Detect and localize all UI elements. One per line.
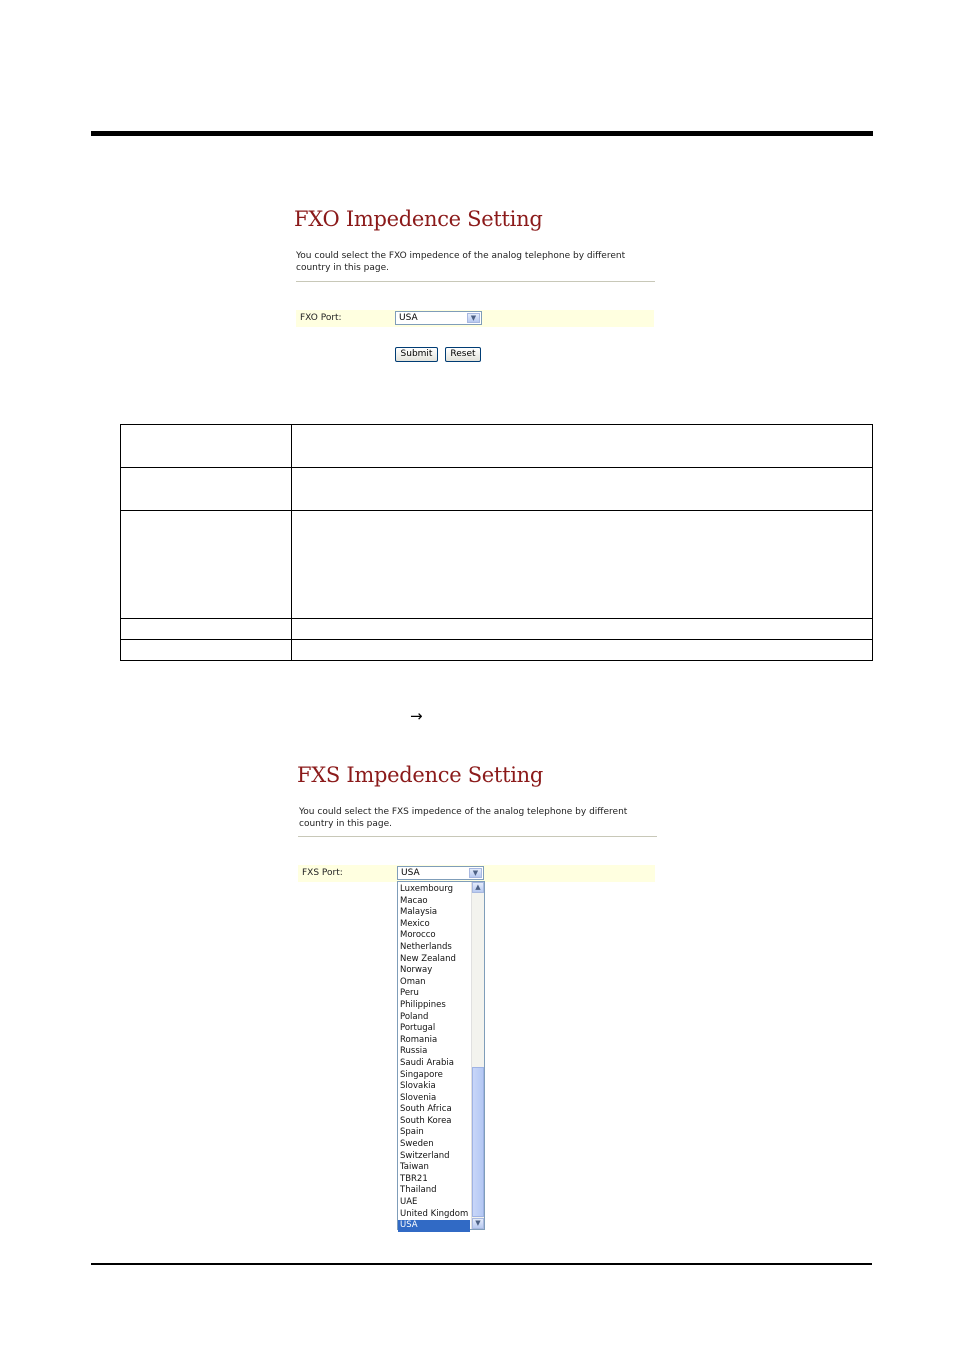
fxo-panel-divider xyxy=(296,281,655,282)
table-row xyxy=(121,468,873,511)
dropdown-option[interactable]: Taiwan xyxy=(400,1162,429,1173)
fxs-port-label: FXS Port: xyxy=(302,868,343,878)
fxs-port-row xyxy=(298,865,655,882)
fxs-panel-title: FXS Impedence Setting xyxy=(297,763,543,787)
dropdown-option[interactable]: Switzerland xyxy=(400,1150,450,1161)
dropdown-option[interactable]: TBR21 xyxy=(400,1173,428,1184)
dropdown-option[interactable]: South Africa xyxy=(400,1104,452,1115)
fxs-port-select[interactable] xyxy=(397,866,484,880)
dropdown-option[interactable]: United Kingdom xyxy=(400,1208,469,1219)
fxo-port-select[interactable] xyxy=(395,311,482,325)
parameter-table xyxy=(120,424,873,661)
dropdown-option[interactable]: Spain xyxy=(400,1127,424,1138)
fxo-port-row xyxy=(296,310,654,327)
dropdown-option[interactable]: Peru xyxy=(400,988,419,999)
dropdown-option[interactable]: Slovenia xyxy=(400,1092,437,1103)
table-row xyxy=(121,425,873,468)
dropdown-option[interactable]: Russia xyxy=(400,1046,428,1057)
dropdown-option[interactable]: Norway xyxy=(400,965,433,976)
arrow-right-icon: → xyxy=(410,707,423,725)
dropdown-option[interactable]: Portugal xyxy=(400,1023,436,1034)
table-row xyxy=(121,511,873,619)
dropdown-option[interactable]: Philippines xyxy=(400,999,446,1010)
table-cell xyxy=(292,640,873,661)
dropdown-option[interactable]: Netherlands xyxy=(400,941,452,952)
table-cell xyxy=(292,468,873,511)
fxs-panel-description: You could select the FXS impedence of the analog telephone by different country in this page. xyxy=(299,807,628,829)
dropdown-option[interactable]: Singapore xyxy=(400,1069,443,1080)
table-cell xyxy=(292,619,873,640)
fxo-panel-description: You could select the FXO impedence of the analog telephone by different country in this page. xyxy=(296,251,626,273)
table-cell xyxy=(292,425,873,468)
dropdown-option[interactable]: Sweden xyxy=(400,1139,434,1150)
chevron-down-icon: ▼ xyxy=(467,313,480,323)
dropdown-option[interactable]: Malaysia xyxy=(400,907,438,918)
dropdown-option[interactable]: UAE xyxy=(400,1197,418,1208)
scrollbar-thumb[interactable] xyxy=(472,1067,484,1217)
dropdown-scrollbar[interactable] xyxy=(471,882,484,1229)
dropdown-option[interactable]: Mexico xyxy=(400,918,430,929)
bottom-rule xyxy=(91,1263,872,1265)
top-rule xyxy=(91,131,873,136)
table-cell xyxy=(121,511,292,619)
fxo-port-label: FXO Port: xyxy=(300,313,342,323)
table-cell xyxy=(121,468,292,511)
reset-button[interactable]: Reset xyxy=(445,347,481,362)
dropdown-option[interactable]: USA xyxy=(398,1220,470,1232)
fxs-panel-divider xyxy=(298,836,657,837)
fxs-port-value: USA xyxy=(401,868,420,878)
chevron-down-icon: ▼ xyxy=(469,868,482,878)
dropdown-option[interactable]: Macao xyxy=(400,895,428,906)
submit-button[interactable]: Submit xyxy=(395,347,438,362)
fxs-country-dropdown-list[interactable] xyxy=(397,881,485,1230)
dropdown-option[interactable]: Romania xyxy=(400,1034,438,1045)
dropdown-option[interactable]: South Korea xyxy=(400,1115,452,1126)
dropdown-option[interactable]: Morocco xyxy=(400,930,436,941)
table-cell xyxy=(121,619,292,640)
dropdown-option[interactable]: Thailand xyxy=(400,1185,437,1196)
fxo-panel-title: FXO Impedence Setting xyxy=(294,207,543,231)
dropdown-option[interactable]: Saudi Arabia xyxy=(400,1057,454,1068)
dropdown-option[interactable]: Slovakia xyxy=(400,1081,436,1092)
chevron-down-icon[interactable]: ▼ xyxy=(472,1218,484,1229)
dropdown-option[interactable]: Oman xyxy=(400,976,426,987)
dropdown-option[interactable]: Luxembourg xyxy=(400,884,453,894)
fxo-port-value: USA xyxy=(399,313,418,323)
dropdown-options xyxy=(398,884,470,1232)
dropdown-option[interactable]: Poland xyxy=(400,1011,429,1022)
table-cell xyxy=(121,640,292,661)
chevron-up-icon[interactable]: ▲ xyxy=(472,882,484,893)
table-cell xyxy=(121,425,292,468)
dropdown-option[interactable]: New Zealand xyxy=(400,953,456,964)
table-cell xyxy=(292,511,873,619)
table-row xyxy=(121,619,873,640)
table-row xyxy=(121,640,873,661)
